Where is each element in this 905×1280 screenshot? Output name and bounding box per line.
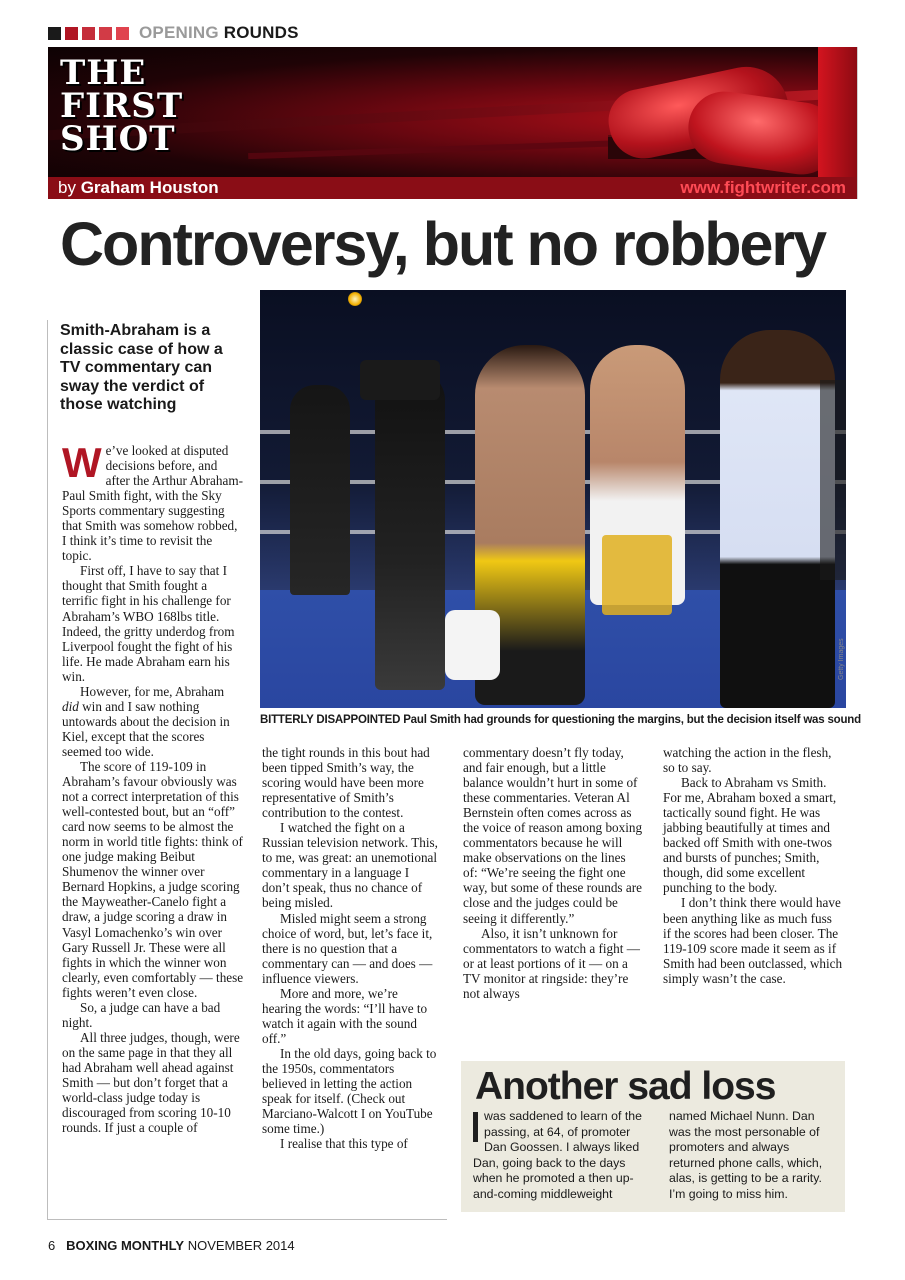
article-headline: Controversy, but no robbery bbox=[60, 210, 826, 278]
article-column-2 bbox=[262, 745, 440, 1151]
article-standfirst: Smith-Abraham is a classic case of how a TV commentary can sway the verdict of those watching bbox=[60, 322, 223, 413]
tv-camera bbox=[360, 360, 440, 400]
page-footer bbox=[48, 1238, 295, 1253]
article-paragraph: watching the action in the flesh, so to say. bbox=[663, 745, 832, 776]
abraham-shorts bbox=[602, 535, 672, 615]
sidebar-column-2: named Michael Nunn. Dan was the most personable of promoters and always returned phone calls, which, alas, is getting to be a rarity. I’m going to miss him. bbox=[669, 1109, 823, 1201]
photo-credit: Getty Images bbox=[838, 638, 845, 680]
author-website-link[interactable]: www.fightwriter.com bbox=[680, 178, 846, 197]
sidebar-column-1: was saddened to learn of the passing, at 64, of promoter Dan Goossen. I always liked Dan, going back to the days when he promoted a then up-and-coming middleweight bbox=[473, 1109, 642, 1201]
article-paragraph: Back to Abraham vs Smith. For me, Abraham boxed a smart, tactically sound fight. He was jabbing beautifully at times and backed off Smith with one-twos and bursts of punches; Smith, though, did some excellent punching to the body. bbox=[663, 775, 837, 896]
sidebar-drop-cap-i bbox=[473, 1112, 478, 1142]
issue-date: NOVEMBER 2014 bbox=[187, 1238, 295, 1253]
page-number: 6 bbox=[48, 1238, 56, 1253]
sidebar-title: Another sad loss bbox=[475, 1065, 776, 1108]
article-paragraph: I don’t think there would have been anything like as much fuss if the scores had been closer. The 119-109 score made it seem as if Smith had been outclassed, which simply wasn’t the case. bbox=[663, 895, 843, 986]
byline-bar bbox=[48, 177, 858, 199]
ring-post bbox=[818, 47, 858, 177]
section-square-4 bbox=[99, 27, 112, 40]
section-header bbox=[48, 22, 299, 44]
article-paragraph: I realise that this type of bbox=[280, 1136, 408, 1152]
article-paragraph: I watched the fight on a Russian television network. This, to me, was great: an unemotional commentary in a language I don’t speak, thus no chance of being misled. bbox=[262, 820, 438, 911]
article-paragraph: commentary doesn’t fly today, and fair enough, but a little balance wouldn’t hurt in some of these commentaries. Veteran Al Bernstein often comes across as the voice of reason among boxing commentators because he will make observations on the lines of: “We’re seeing the fight one way, but some of these rounds are close and the judges could be seeing it differently.” bbox=[463, 745, 643, 926]
spectator-figure bbox=[820, 380, 846, 580]
section-square-3 bbox=[82, 27, 95, 40]
section-label-rounds: ROUNDS bbox=[223, 23, 299, 42]
article-photo bbox=[260, 290, 846, 708]
hand-wrap bbox=[445, 610, 500, 680]
cornerman-figure bbox=[290, 385, 350, 595]
drop-cap: W bbox=[62, 439, 102, 486]
cameraman-figure bbox=[375, 370, 445, 690]
section-square-1 bbox=[48, 27, 61, 40]
section-label-opening: OPENING bbox=[139, 23, 219, 42]
referee-figure bbox=[720, 330, 835, 708]
magazine-name: BOXING MONTHLY bbox=[66, 1238, 185, 1253]
byline: by Graham Houston bbox=[58, 178, 219, 197]
article-paragraph: the tight rounds in this bout had been tipped Smith’s way, the scoring would have been more representative of Smith’s contribution to the contest. bbox=[262, 745, 430, 821]
article-paragraph: Misled might seem a strong choice of word, but, let’s face it, there is no question that a commentary can — and does — influence viewers. bbox=[262, 910, 433, 986]
photo-caption: BITTERLY DISAPPOINTED Paul Smith had grounds for questioning the margins, but the decision itself was sound bbox=[260, 714, 861, 726]
article-column-3 bbox=[463, 745, 643, 1001]
column-title: THE FIRST SHOT bbox=[60, 53, 184, 159]
article-paragraph: The score of 119-109 in Abraham’s favour obviously was not a correct interpretation of this well-contested bout, but an “off” card now seems to be almost the norm in world title fights: think of one judge making Beibut Shumenov the winner over Bernard Hopkins, a judge scoring the Mayweather-Canelo fight a draw, a judge scoring a draw in Vasyl Lomachenko’s win over Gary Russell Jr. These were all fights in which the winner won clearly, even comfortably — these fights weren’t even close. bbox=[62, 758, 244, 1000]
section-square-5 bbox=[116, 27, 129, 40]
column-rule-left bbox=[47, 320, 48, 1220]
author-name: Graham Houston bbox=[80, 178, 219, 197]
article-column-1 bbox=[62, 439, 244, 1136]
section-square-2 bbox=[65, 27, 78, 40]
column-banner bbox=[48, 47, 858, 177]
column-rule-bottom bbox=[47, 1219, 447, 1220]
article-paragraph: More and more, we’re hearing the words: “I’ll have to watch it again with the sound off.” bbox=[262, 985, 428, 1046]
article-paragraph: First off, I have to say that I thought that Smith fought a terrific fight in his challenge for Abraham’s WBO 168lbs title. Indeed, the gritty underdog from Liverpool fought the fight of his life. He made Abraham earn his win. bbox=[62, 563, 235, 684]
article-paragraph: All three judges, though, were on the same page in that they all had Abraham well ahead against Smith — but don’t forget that a world-class judge today is discouraged from scoring 10-10 rounds. If just a couple of bbox=[62, 1029, 240, 1136]
article-paragraph: We’ve looked at disputed decisions before, and after the Arthur Abraham-Paul Smith fight, with the Sky Sports commentary suggesting that Smith was somehow robbed, I think it’s time to revisit the topic. bbox=[62, 439, 243, 564]
article-column-4 bbox=[663, 745, 843, 986]
sidebar-box bbox=[461, 1061, 845, 1212]
article-paragraph: In the old days, going back to the 1950s, commentators believed in letting the action speak for itself. (Check out Marciano-Walcott I on YouTube some time.) bbox=[262, 1045, 437, 1137]
banner-edge-rule bbox=[857, 47, 858, 199]
article-paragraph: However, for me, Abraham did win and I saw nothing untowards about the decision in Kiel, except that the scores seemed too wide. bbox=[62, 683, 230, 759]
article-paragraph: So, a judge can have a bad night. bbox=[62, 999, 221, 1030]
arena-light bbox=[348, 292, 362, 306]
article-paragraph: Also, it isn’t unknown for commentators to watch a fight — or at least portions of it — on a TV monitor at ringside: they’re not always bbox=[463, 925, 640, 1001]
